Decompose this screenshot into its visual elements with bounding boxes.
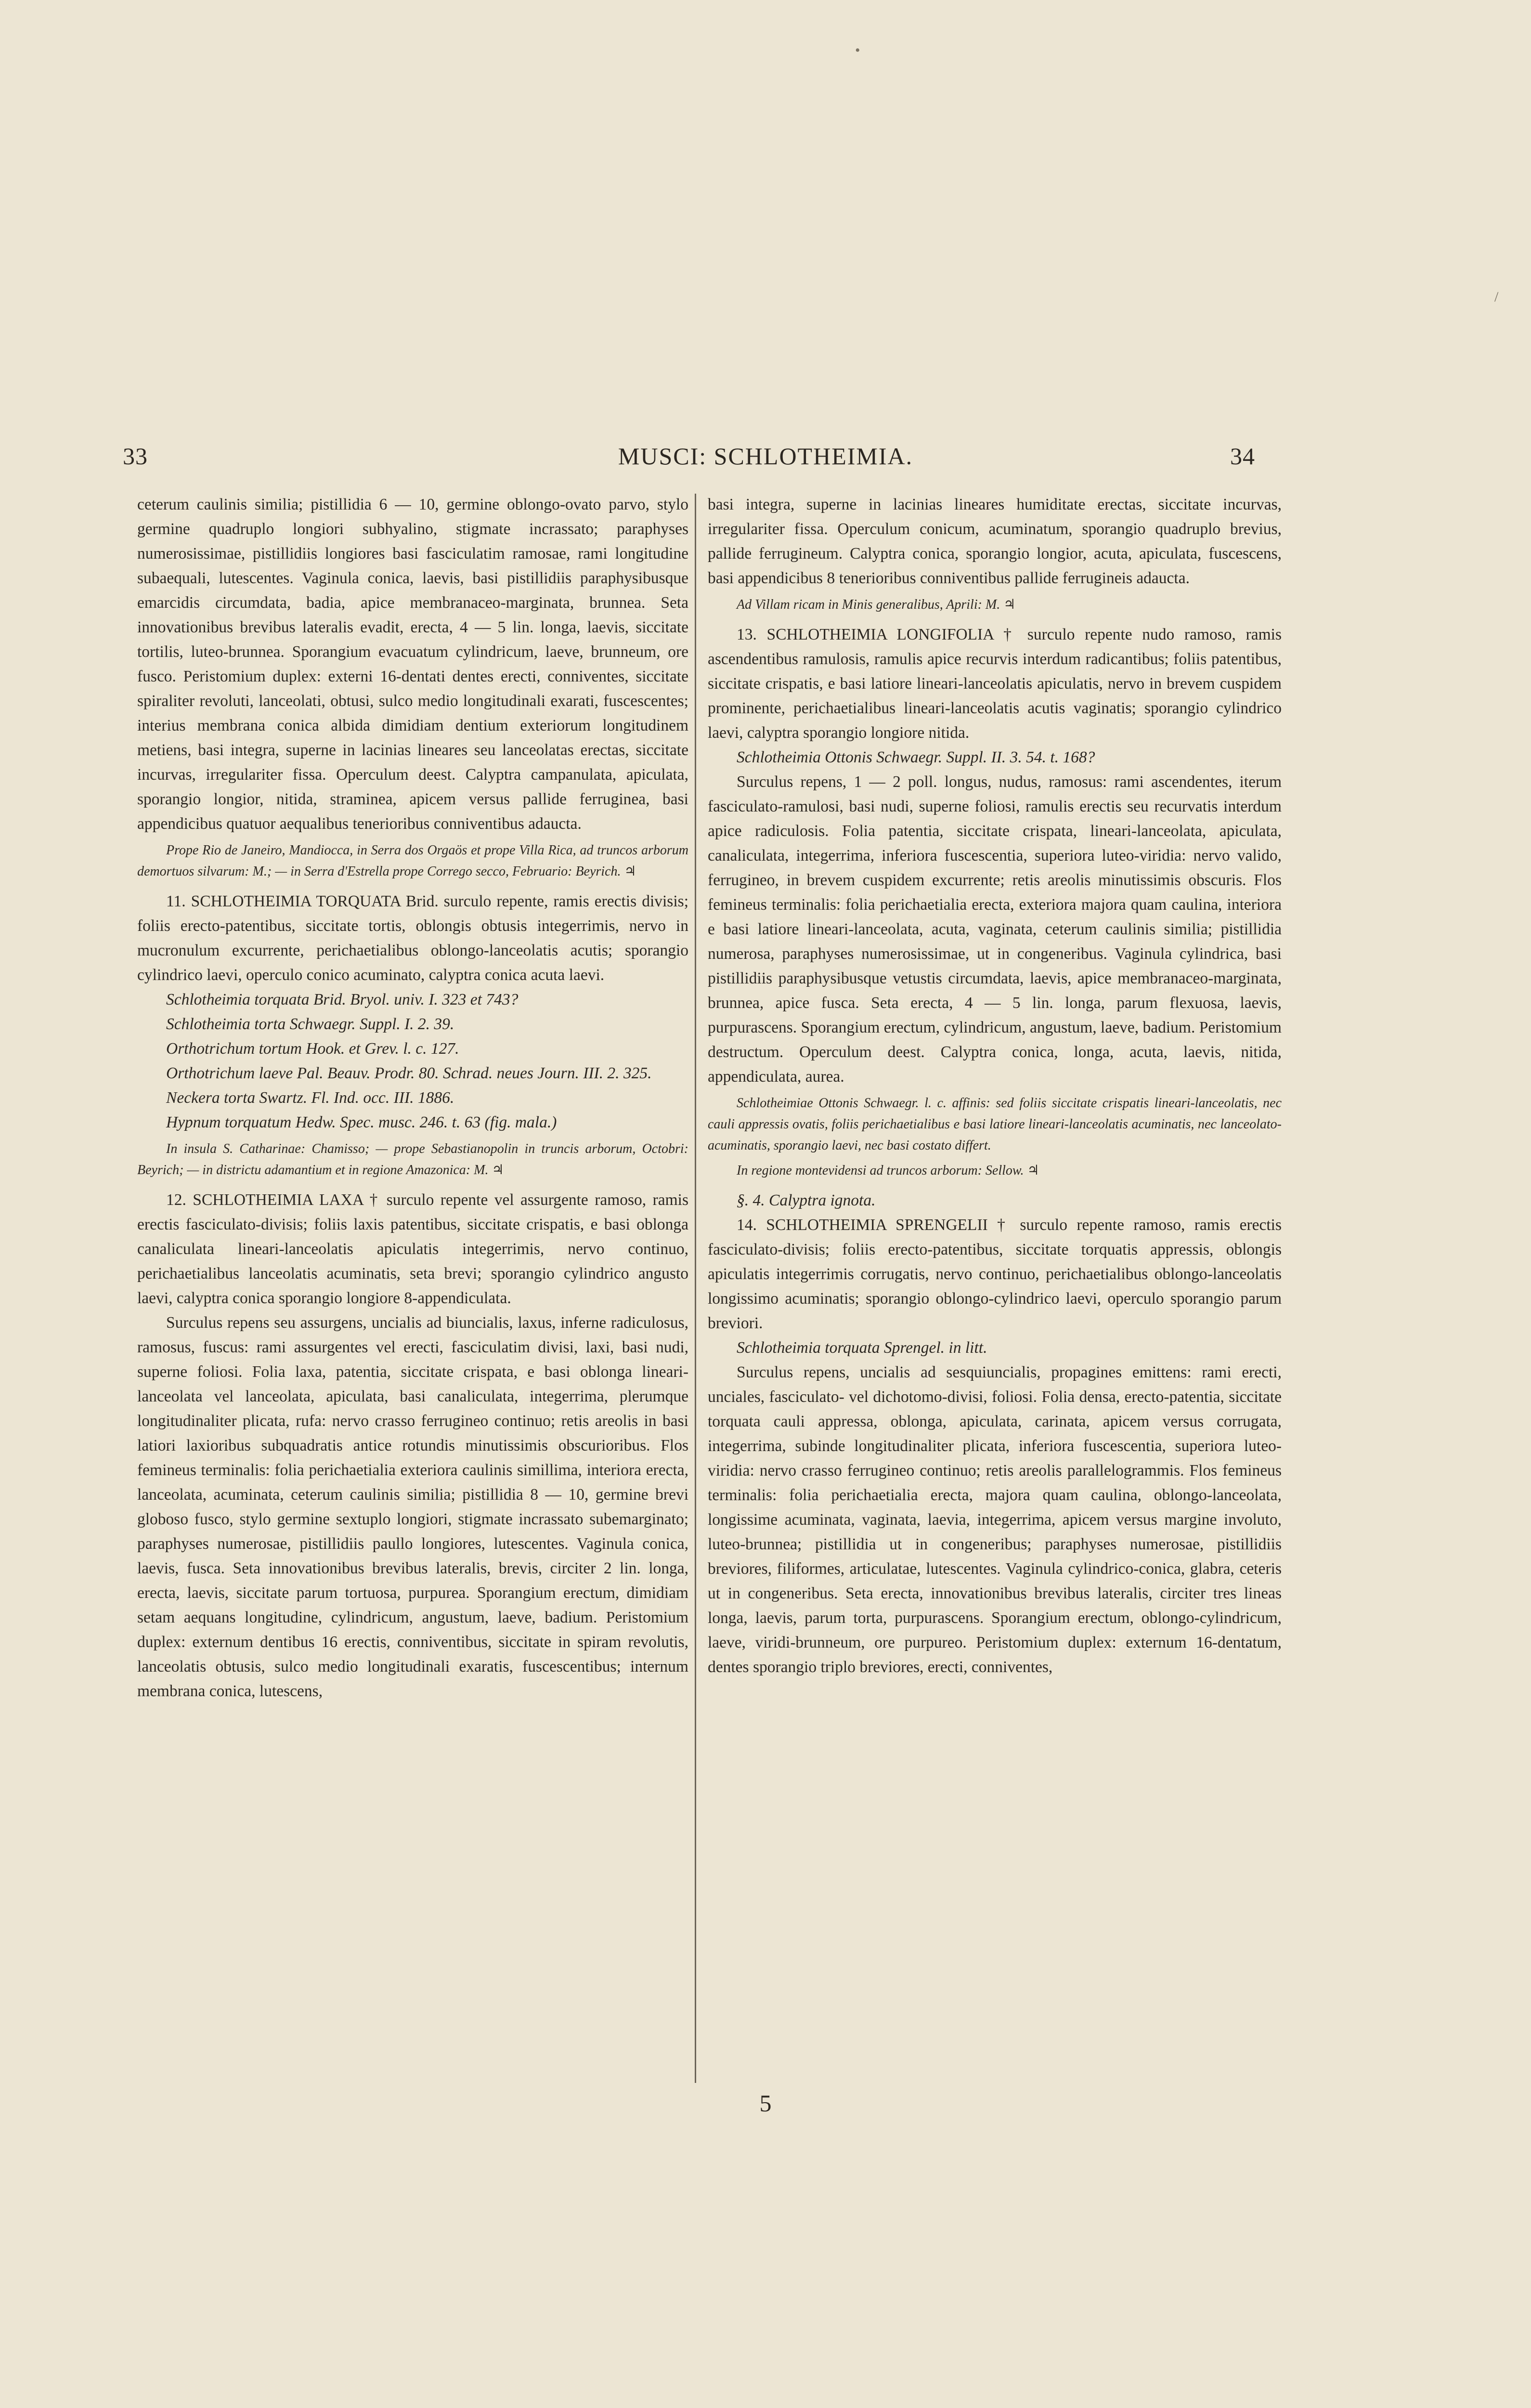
page-number-right: 34 — [1230, 443, 1255, 470]
species-description: Surculus repens seu assurgens, uncialis ad biuncialis, laxus, inferne radiculosus, ramosus, fuscus: rami assurgentes vel erecti, fasciculatim divisi, laxi, basi nudi, superne foliosi. Folia laxa, patentia, siccitate crispata, e basi oblonga lineari-lanceolata vel lanceolata, apiculata, basi canaliculata, integerrima, plerumque longitudinaliter plicata, rufa: nervo crasso ferrugineo continuo; retis areolis in basi latiori laxioribus subquadratis antice rotundis minutissimis obscurioribus. Flos femineus terminalis: folia perichaetialia exteriora caulinis simillima, interiora erecta, lanceolata, acuminata, ceterum caulinis similia; pistillidia 8 — 10, germine brevi globoso fusco, stylo germine sextuplo longiori, stigmate incrassato subemarginato; paraphyses numerosae, pistillidiis paullo longiores, lutescentes. Vaginula conica, laevis, fusca. Seta innovationibus brevibus lateralis, brevis, circiter 2 lin. longa, erecta, laevis, siccitate parum tortuosa, purpurea. Sporangium erectum, dimidiam setam aequans longitudine, cylindricum, angustum, laeve, badium. Peristomium duplex: externum dentibus 16 erectis, conniventibus, siccitate in spiram revolutis, lanceolatis obtusis, sulco medio longitudinali exaratis, fuscescentibus; internum membrana conica, lutescens, — [137, 1314, 688, 1700]
column-divider — [695, 494, 696, 2083]
species-diagnosis: 14. SCHLOTHEIMIA SPRENGELII † surculo repente ramoso, ramis erectis fasciculato-divisis; foliis erecto-patentibus, siccitate torquatis appressis, oblongis apiculatis integerrimis corrugatis, nervo continuo, perichaetialibus oblongo-lanceolatis longissimo acuminatis; sporangio oblongo-cylindrico laevi, operculo sporangio parum breviori. — [708, 1216, 1282, 1332]
species-diagnosis: 12. SCHLOTHEIMIA LAXA † surculo repente vel assurgente ramoso, ramis erectis fasciculato-divisis; foliis laxis patentibus, siccitate crispatis, e basi oblonga canaliculata lineari-lanceolatis apiculatis integerrimis, nervo continuo, perichaetialibus lanceolatis acuminatis, seta brevi; sporangio cylindrico angusto laevi, calyptra conica sporangio longiore 8-appendiculata. — [137, 1191, 688, 1307]
running-title: MUSCI: SCHLOTHEIMIA. — [618, 443, 913, 470]
locality: In insula S. Catharinae: Chamisso; — prope Sebastianopolin in truncis arborum, Octobri: Beyrich; — in districtu adamantium et in regione Amazonica: M. ♃ — [137, 1141, 688, 1178]
page-mark-top: • — [855, 42, 860, 58]
species-description: Surculus repens, 1 — 2 poll. longus, nudus, ramosus: rami ascendentes, iterum fasciculato-ramulosi, basi nudi, superne foliosi, ramulis erectis seu recurvatis interdum apice radiculosis. Folia patentia, siccitate crispata, lineari-lanceolata, apiculata, canaliculata, integerrima, inferiora fuscescentia, superiora luteo-viridia: nervo valido, ferrugineo, in brevem cuspidem excurrente; retis areolis minutissimis obscuris. Flos femineus terminalis: folia perichaetialia erecta, exteriora majora quam caulina, interiora e basi latiore lineari-lanceolata, acuta, vaginata, ceterum caulinis similia; pistillidia numerosa, paraphyses numerosissimae, ut in congeneribus. Vaginula cylindrica, basi pistillidiis paraphysibusque vetustis circumdata, laevis, apice membranaceo-marginata, brunnea, apice fusca. Seta erecta, 4 — 5 lin. longa, parum flexuosa, laevis, purpurascens. Sporangium erectum, cylindricum, angustum, laeve, badium. Peristomium destructum. Operculum deest. Calyptra conica, longa, acuta, laevis, nitida, appendiculata, aurea. — [708, 773, 1282, 1086]
locality: Ad Villam ricam in Minis generalibus, Aprili: M. ♃ — [737, 597, 1016, 612]
locality: In regione montevidensi ad truncos arborum: Sellow. ♃ — [737, 1163, 1039, 1178]
right-column — [708, 492, 1282, 1679]
synonym: Orthotrichum laeve Pal. Beauv. Prodr. 80. Schrad. neues Journ. III. 2. 325. — [166, 1064, 652, 1082]
species-description: Surculus repens, uncialis ad sesquiuncialis, propagines emittens: rami erecti, unciales, fasciculato- vel dichotomo-divisi, foliosi. Folia densa, erecto-patentia, siccitate torquata cauli appressa, oblonga, apiculata, carinata, apicem versus corrugata, integerrima, subinde longitudinaliter plicata, inferiora fuscescentia, superiora luteo-viridia: nervo crasso ferrugineo continuo; retis areolis parallelogrammis. Flos femineus terminalis: folia perichaetialia erecta, majora quam caulina, oblongo-lanceolata, longissime acuminata, vaginata, laevia, integerrima, apicem versus margine involuto, luteo-brunnea; pistillidia ut in congeneribus; paraphyses numerosae, pistillidiis breviores, filiformes, articulatae, lutescentes. Vaginula cylindrico-conica, glabra, ceteris ut in congeneribus. Seta erecta, innovationibus brevibus lateralis, circiter tres lineas longa, laevis, parum torta, purpurascens. Sporangium erectum, oblongo-cylindricum, laeve, viridi-brunneum, ore purpureo. Peristomium duplex: externum 16-dentatum, dentes sporangio triplo breviores, erecti, conniventes, — [708, 1363, 1282, 1676]
species-note: Schlotheimiae Ottonis Schwaegr. l. c. affinis: sed foliis siccitate crispatis lineari-lanceolatis, nec cauli appressis ovatis, foliis perichaetialibus e basi latiore lineari-lanceolatis acuminatis, nec lanceolato-acuminatis, sporangio laevi, nec basi costato differt. — [708, 1096, 1282, 1153]
continued-description: basi integra, superne in lacinias lineares humiditate erectas, siccitate incurvas, irregulariter fissa. Operculum conicum, acuminatum, sporangio quadruplo brevius, pallide ferrugineum. Calyptra conica, sporangio longior, acuta, apiculata, fuscescens, basi appendicibus 8 tenerioribus conniventibus pallide ferrugineis adaucta. — [708, 496, 1282, 587]
page-number-left: 33 — [123, 443, 148, 470]
synonym: Schlotheimia torta Schwaegr. Suppl. I. 2. 39. — [166, 1015, 454, 1033]
synonym: Schlotheimia torquata Brid. Bryol. univ. I. 323 et 743? — [166, 991, 519, 1008]
synonym: Schlotheimia torquata Sprengel. in litt. — [737, 1339, 987, 1357]
continued-description: ceterum caulinis similia; pistillidia 6 — 10, germine oblongo-ovato parvo, stylo germine quadruplo longiori subhyalino, stigmate incrassato; paraphyses numerosissimae, pistillidiis longiores basi fasciculatim ramosae, rami longitudine subaequali, lutescentes. Vaginula conica, laevis, basi pistillidiis paraphysibusque emarcidis circumdata, badia, apice membranaceo-marginata, brunnea. Seta innovationibus brevibus lateralis evadit, erecta, 4 — 5 lin. longa, laevis, siccitate tortilis, luteo-brunnea. Sporangium evacuatum cylindricum, laeve, brunneum, ore fusco. Peristomium duplex: externi 16-dentati dentes erecti, conniventes, siccitate spiraliter revoluti, lanceolati, obtusi, sulco medio longitudinali exarati, fuscescentes; interius membrana conica albida dimidiam dentium exteriorum longitudinem metiens, basi integra, superne in lacinias lineares seu lanceolatas erectas, siccitate incurvas, irregulariter fissa. Operculum deest. Calyptra campanulata, apiculata, sporangio longior, nitida, straminea, apicem versus pallide ferruginea, basi appendicibus quatuor aequalibus tenerioribus conniventibus adaucta. — [137, 496, 688, 833]
species-diagnosis: 11. SCHLOTHEIMIA TORQUATA Brid. surculo repente, ramis erectis divisis; foliis erecto-patentibus, siccitate tortis, oblongis obtusis integerrimis, nervo in mucronulum excurrente, perichaetialibus oblongo-lanceolatis acutis; sporangio cylindrico laevi, operculo conico acuminato, calyptra conica acuta laevi. — [137, 892, 688, 984]
page-mark-side: / — [1494, 289, 1499, 305]
section-heading: §. 4. Calyptra ignota. — [737, 1191, 876, 1209]
synonym: Orthotrichum tortum Hook. et Grev. l. c. 127. — [166, 1040, 459, 1058]
species-diagnosis: 13. SCHLOTHEIMIA LONGIFOLIA † surculo repente nudo ramoso, ramis ascendentibus ramulosis, ramulis apice recurvis interdum radicantibus; foliis patentibus, siccitate crispatis, e basi latiore lineari-lanceolatis apiculatis, nervo in brevem cuspidem prominente, perichaetialibus lineari-lanceolatis acutis vaginatis; sporangio cylindrico laevi, calyptra sporangio longiore nitida. — [708, 626, 1282, 742]
synonym: Neckera torta Swartz. Fl. Ind. occ. III. 1886. — [166, 1089, 454, 1107]
locality: Prope Rio de Janeiro, Mandiocca, in Serra dos Orgaös et prope Villa Rica, ad truncos arborum demortuos silvarum: M.; — in Serra d'Estrella prope Corrego secco, Februario: Beyrich. ♃ — [137, 843, 688, 879]
synonym: Hypnum torquatum Hedw. Spec. musc. 246. t. 63 (fig. mala.) — [166, 1113, 557, 1131]
signature-number: 5 — [759, 2090, 772, 2117]
synonym: Schlotheimia Ottonis Schwaegr. Suppl. II. 3. 54. t. 168? — [737, 748, 1095, 766]
left-column — [137, 492, 688, 1703]
